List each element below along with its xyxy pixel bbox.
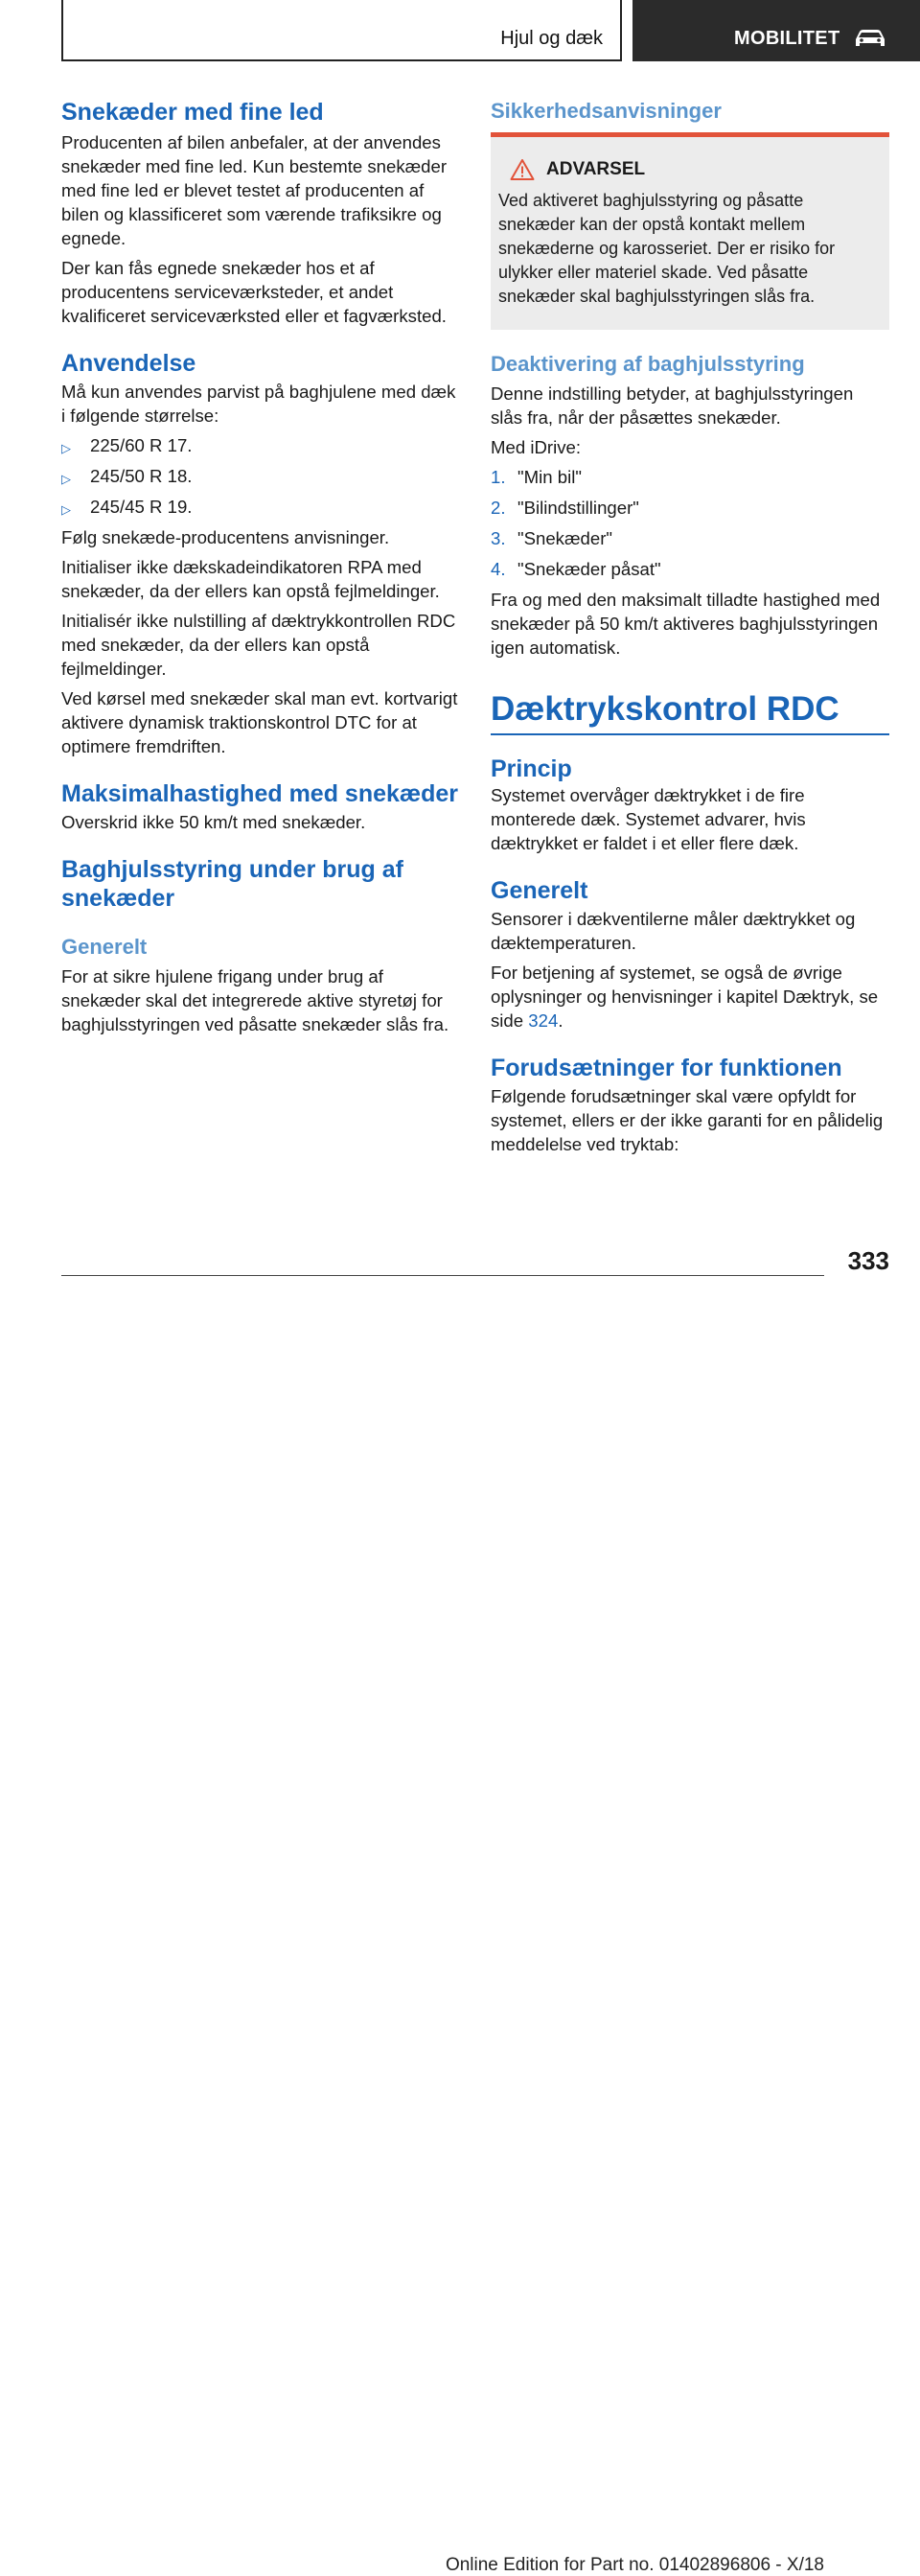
header-section-box — [61, 0, 622, 61]
warning-box — [491, 132, 889, 330]
list-item: 3. "Snekæder" — [491, 528, 612, 548]
footer-edition-text: Online Edition for Part no. 01402896806 - X/18 — [445, 2555, 824, 2575]
paragraph: Der kan fås egnede snekæder hos et af producentens serviceværksteder, et andet kvalificeret serviceværksted eller et fagværksted. — [61, 258, 447, 326]
paragraph: Ved kørsel med snekæder skal man evt. kortvarigt aktivere dynamisk traktionskontrol DTC for at optimere fremdriften. — [61, 688, 458, 756]
paragraph: For betjening af systemet, se også de øvrige oplysninger og henvisninger i kapitel Dæktryk, se side 324. — [491, 963, 879, 1031]
left-column — [61, 94, 464, 1042]
triangle-bullet-icon: ▷ — [61, 441, 71, 455]
paragraph: Systemet overvåger dæktrykket i de fire monterede dæk. Systemet advarer, hvis dæktrykket er faldet i et eller flere dæk. — [491, 785, 806, 853]
tire-size-list — [61, 433, 464, 519]
list-item: ▷ 245/50 R 18. — [61, 464, 464, 488]
page-reference-link[interactable]: 324 — [528, 1010, 559, 1031]
header-section-title: Hjul og dæk — [500, 28, 603, 49]
paragraph: Initialisér ikke nulstilling af dæktrykkontrollen RDC med snekæder, da der ellers kan opstå fejlmeldinger. — [61, 611, 456, 679]
warning-triangle-icon — [510, 158, 535, 181]
heading-anvendelse: Anvendelse — [61, 350, 196, 377]
list-item: 1. "Min bil" — [491, 467, 582, 487]
heading-maksimalhastighed: Maksimalhastighed med snekæder — [61, 780, 459, 807]
paragraph: Overskrid ikke 50 km/t med snekæder. — [61, 812, 366, 832]
heading-generelt: Generelt — [491, 877, 588, 904]
paragraph: Følgende forudsætninger skal være opfyldt for systemet, ellers er der ikke garanti for en pålidelig meddelelse ved tryktab: — [491, 1086, 884, 1154]
list-item: 2. "Bilindstillinger" — [491, 498, 639, 518]
list-item: ▷ 245/45 R 19. — [61, 495, 464, 519]
heading-forudsaetninger: Forudsætninger for funktionen — [491, 1055, 842, 1081]
car-icon — [853, 27, 887, 50]
subheading-generelt: Generelt — [61, 935, 148, 959]
paragraph: Sensorer i dækventilerne måler dæktrykket og dæktemperaturen. — [491, 909, 856, 953]
paragraph: Må kun anvendes parvist på baghjulene med dæk i følgende størrelse: — [61, 382, 456, 426]
paragraph: Denne indstilling betyder, at baghjulsstyringen slås fra, når der påsættes snekæder. — [491, 383, 854, 428]
warning-title: ADVARSEL — [546, 159, 646, 179]
warning-title-row — [510, 158, 882, 181]
paragraph: Fra og med den maksimalt tilladte hastighed med snekæder på 50 km/t aktiveres baghjulsstyringen igen automatisk. — [491, 590, 881, 658]
paragraph: For at sikre hjulene frigang under brug af snekæder skal det integrerede aktive styretøj for baghjulsstyringen ved påsatte snekæder slås fra. — [61, 966, 449, 1034]
idrive-steps-list — [491, 465, 889, 581]
heading-snekaeder-fine-led: Snekæder med fine led — [61, 99, 324, 126]
footer-rule — [61, 1275, 824, 2575]
paragraph: Producenten af bilen anbefaler, at der anvendes snekæder med fine led. Kun bestemte snekæder med fine led er blevet testet af producenten af bilen og klassificeret som værende trafiksikre og egnede. — [61, 132, 448, 248]
list-item: 4. "Snekæder påsat" — [491, 559, 661, 579]
page-number: 333 — [847, 1246, 889, 1275]
list-item: ▷ 225/60 R 17. — [61, 433, 464, 457]
heading-sikkerhedsanvisninger: Sikkerhedsanvisninger — [491, 99, 722, 123]
heading-princip: Princip — [491, 755, 572, 782]
right-column — [491, 94, 889, 1162]
triangle-bullet-icon: ▷ — [61, 502, 71, 517]
heading-baghjulsstyring: Baghjulsstyring under brug af snekæder — [61, 856, 403, 912]
triangle-bullet-icon: ▷ — [61, 472, 71, 486]
paragraph: Følg snekæde-producentens anvisninger. — [61, 527, 390, 547]
paragraph: Med iDrive: — [491, 437, 582, 457]
paragraph: Initialiser ikke dækskadeindikatoren RPA med snekæder, da der ellers kan opstå fejlmeldinger. — [61, 557, 440, 601]
header-chapter-label: MOBILITET — [734, 28, 840, 49]
chapter-title-rdc: Dæktrykskontrol RDC — [491, 688, 889, 735]
warning-text: Ved aktiveret baghjulsstyring og påsatte snekæder kan der opstå kontakt mellem snekæderne og karosseriet. Der er risiko for ulykker eller materiel skade. Ved påsatte snekæder skal baghjulsstyringen slås fra. — [498, 191, 836, 306]
heading-deaktivering: Deaktivering af baghjulsstyring — [491, 352, 805, 376]
header-chapter-tab — [632, 0, 920, 61]
